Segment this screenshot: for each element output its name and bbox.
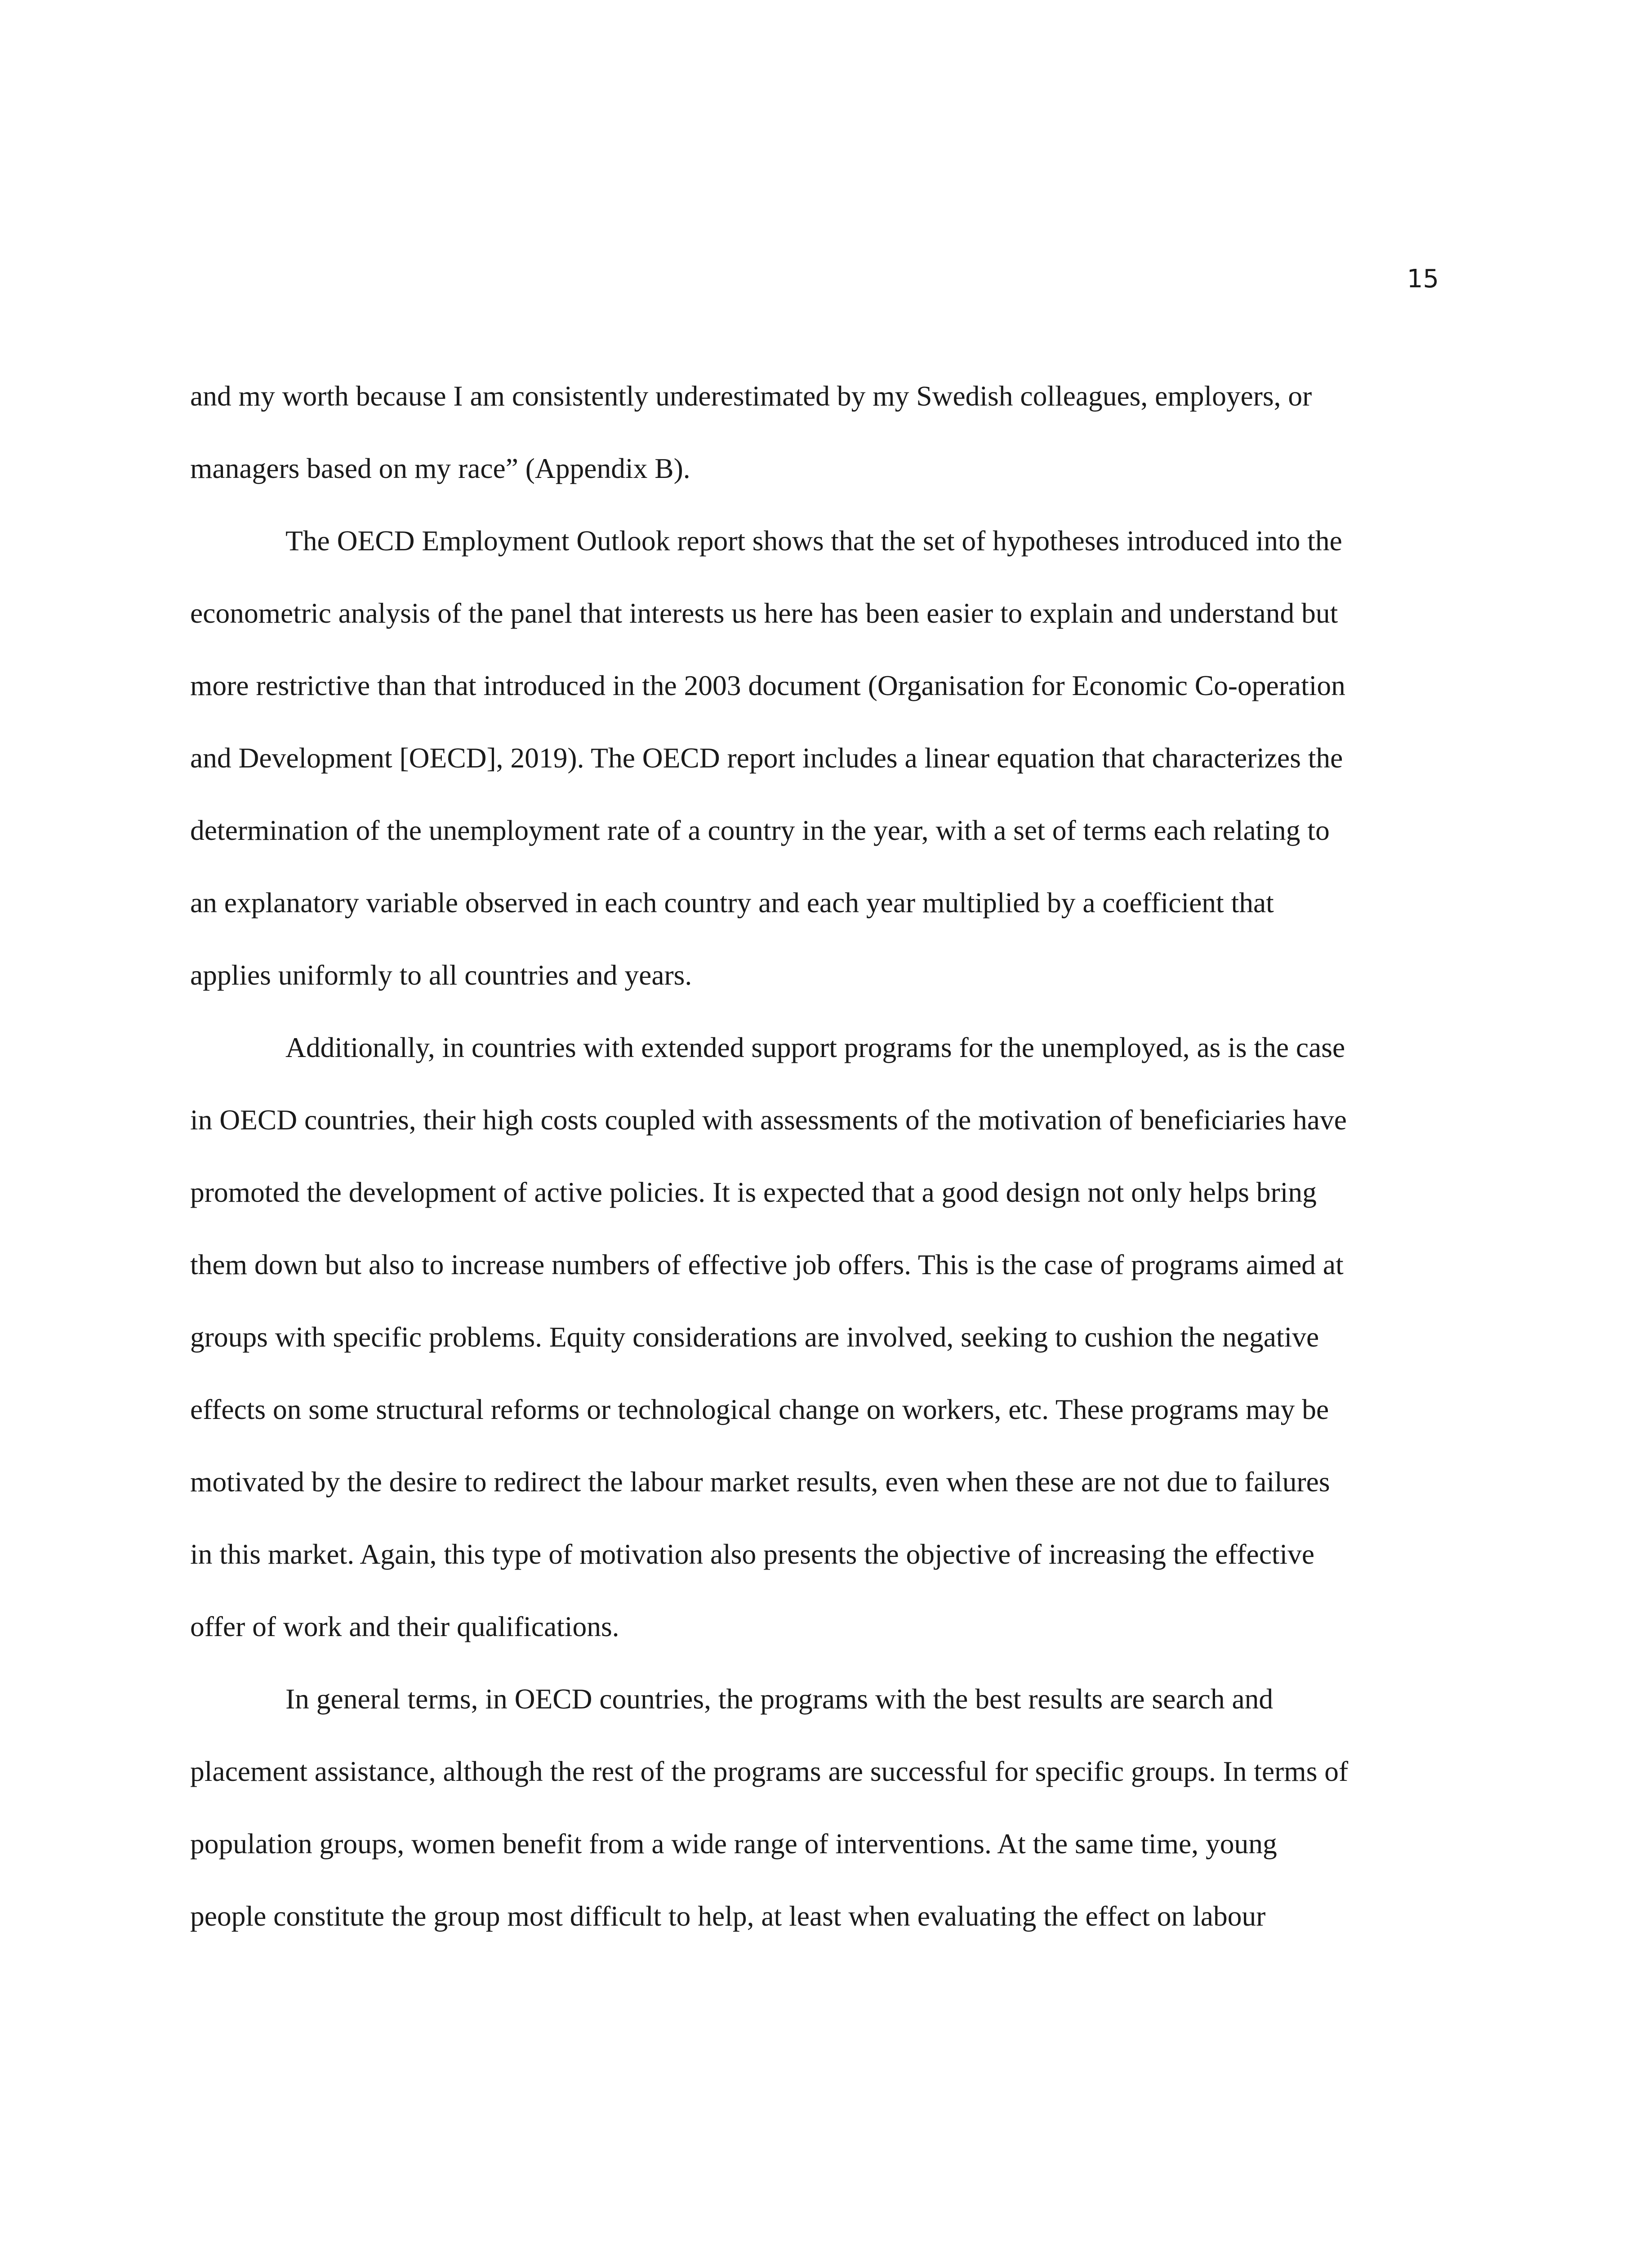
text-line: determination of the unemployment rate of a country in the year, with a set of terms each relating to: [190, 814, 1330, 846]
paragraph-4: [190, 1663, 1494, 1952]
paragraph-3: [190, 1011, 1494, 1663]
text-line: promoted the development of active policies. It is expected that a good design not only helps bring: [190, 1176, 1317, 1208]
text-line: people constitute the group most difficult to help, at least when evaluating the effect on labour: [190, 1900, 1266, 1932]
text-line: managers based on my race” (Appendix B).: [190, 452, 690, 484]
paragraph-1: [190, 360, 1494, 504]
text-line: motivated by the desire to redirect the labour market results, even when these are not due to failures: [190, 1466, 1330, 1498]
text-line: Additionally, in countries with extended support programs for the unemployed, as is the case: [285, 1031, 1345, 1063]
text-line: applies uniformly to all countries and years.: [190, 959, 692, 991]
text-line: groups with specific problems. Equity considerations are involved, seeking to cushion the negative: [190, 1321, 1319, 1353]
text-line: The OECD Employment Outlook report shows that the set of hypotheses introduced into the: [285, 525, 1342, 557]
text-line: them down but also to increase numbers of effective job offers. This is the case of programs aimed at: [190, 1249, 1344, 1280]
paragraph-2: [190, 504, 1494, 1011]
text-line: an explanatory variable observed in each country and each year multiplied by a coefficient that: [190, 887, 1274, 919]
text-line: econometric analysis of the panel that interests us here has been easier to explain and understand but: [190, 597, 1338, 629]
text-line: more restrictive than that introduced in the 2003 document (Organisation for Economic Co-operation: [190, 669, 1345, 701]
text-line: population groups, women benefit from a wide range of interventions. At the same time, young: [190, 1828, 1277, 1860]
text-line: offer of work and their qualifications.: [190, 1610, 619, 1642]
text-line: in this market. Again, this type of motivation also presents the objective of increasing the effective: [190, 1538, 1315, 1570]
page-number: 15: [1407, 264, 1439, 294]
text-line: placement assistance, although the rest of the programs are successful for specific groups. In terms of: [190, 1755, 1349, 1787]
body-text: [190, 360, 1494, 1952]
text-line: In general terms, in OECD countries, the programs with the best results are search and: [285, 1683, 1274, 1715]
text-line: effects on some structural reforms or technological change on workers, etc. These programs may be: [190, 1393, 1329, 1425]
text-line: in OECD countries, their high costs coupled with assessments of the motivation of beneficiaries have: [190, 1104, 1347, 1136]
text-line: and my worth because I am consistently underestimated by my Swedish colleagues, employers, or: [190, 380, 1312, 412]
text-line: and Development [OECD], 2019). The OECD report includes a linear equation that characterizes the: [190, 742, 1343, 774]
